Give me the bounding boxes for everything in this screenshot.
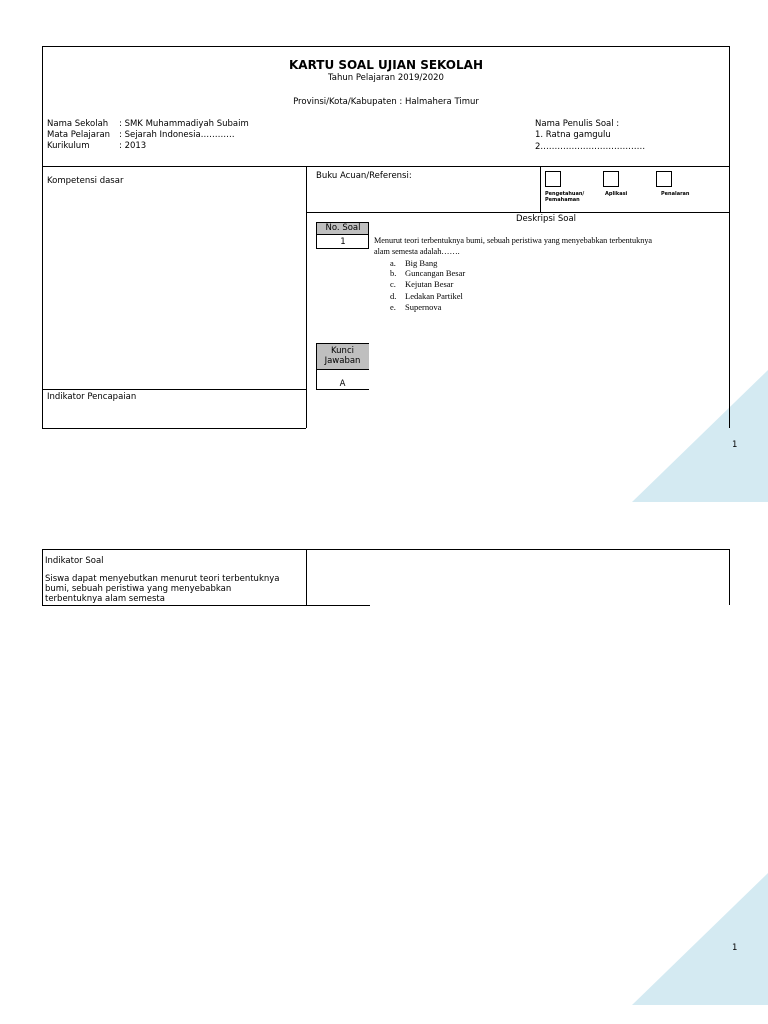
option-key: a. xyxy=(390,258,396,268)
curriculum-value: : 2013 xyxy=(119,141,147,151)
question-text-2: alam semesta adalah……. xyxy=(374,247,460,256)
option-text: Kejutan Besar xyxy=(405,279,454,289)
subject-label: Mata Pelajaran xyxy=(47,130,111,140)
option-text: Ledakan Partikel xyxy=(405,291,463,301)
pengetahuan-label-2: Pemahaman xyxy=(545,197,580,203)
corner-decoration-top xyxy=(632,370,768,502)
aplikasi-label: Aplikasi xyxy=(605,191,628,197)
page-number: 1 xyxy=(732,440,738,450)
writer-label: Nama Penulis Soal : xyxy=(535,119,620,129)
option-text: Big Bang xyxy=(405,258,438,268)
indikator-pencapaian-label: Indikator Pencapaian xyxy=(47,392,137,402)
indikator-soal-text-2: bumi, sebuah peristiwa yang menyebabkan xyxy=(45,584,232,594)
buku-acuan-label: Buku Acuan/Referensi: xyxy=(316,171,412,181)
penalaran-label: Penalaran xyxy=(661,191,690,197)
option-text: Guncangan Besar xyxy=(405,268,466,278)
writer-2: 2.……………………………… xyxy=(535,142,646,152)
option-text: Supernova xyxy=(405,302,442,312)
answer-key: A xyxy=(339,379,346,389)
pengetahuan-checkbox[interactable] xyxy=(545,171,561,187)
aplikasi-checkbox[interactable] xyxy=(603,171,619,187)
indikator-soal-text-1: Siswa dapat menyebutkan menurut teori terbentuknya xyxy=(45,574,280,584)
school-value: : SMK Muhammadiyah Subaim xyxy=(119,119,249,129)
question-text-1: Menurut teori terbentuknya bumi, sebuah peristiwa yang menyebabkan terbentuknya xyxy=(374,236,653,245)
indikator-soal-label: Indikator Soal xyxy=(45,556,104,566)
curriculum-label: Kurikulum xyxy=(47,141,90,151)
question-number: 1 xyxy=(340,237,346,247)
option-key: c. xyxy=(390,279,396,289)
pengetahuan-label-1: Pengetahuan/ xyxy=(545,191,585,197)
deskripsi-soal-label: Deskripsi Soal xyxy=(516,214,577,224)
option-key: d. xyxy=(390,291,397,301)
corner-decoration-bottom xyxy=(632,873,768,1005)
penalaran-checkbox[interactable] xyxy=(656,171,672,187)
kunci-label-2: Jawaban xyxy=(324,356,361,366)
school-label: Nama Sekolah xyxy=(47,119,109,129)
subject-value: : Sejarah Indonesia………… xyxy=(119,130,235,140)
writer-1: 1. Ratna gamgulu xyxy=(535,130,611,140)
option-key: b. xyxy=(390,268,397,278)
region: Provinsi/Kota/Kabupaten : Halmahera Timur xyxy=(293,97,479,107)
kompetensi-dasar-label: Kompetensi dasar xyxy=(47,176,124,186)
no-soal-label: No. Soal xyxy=(325,223,361,233)
indikator-soal-text-3: terbentuknya alam semesta xyxy=(45,594,165,604)
kunci-label-1: Kunci xyxy=(331,346,354,356)
card-title: KARTU SOAL UJIAN SEKOLAH xyxy=(289,58,483,72)
option-key: e. xyxy=(390,302,396,312)
page-number: 1 xyxy=(732,943,738,953)
academic-year: Tahun Pelajaran 2019/2020 xyxy=(328,73,444,83)
